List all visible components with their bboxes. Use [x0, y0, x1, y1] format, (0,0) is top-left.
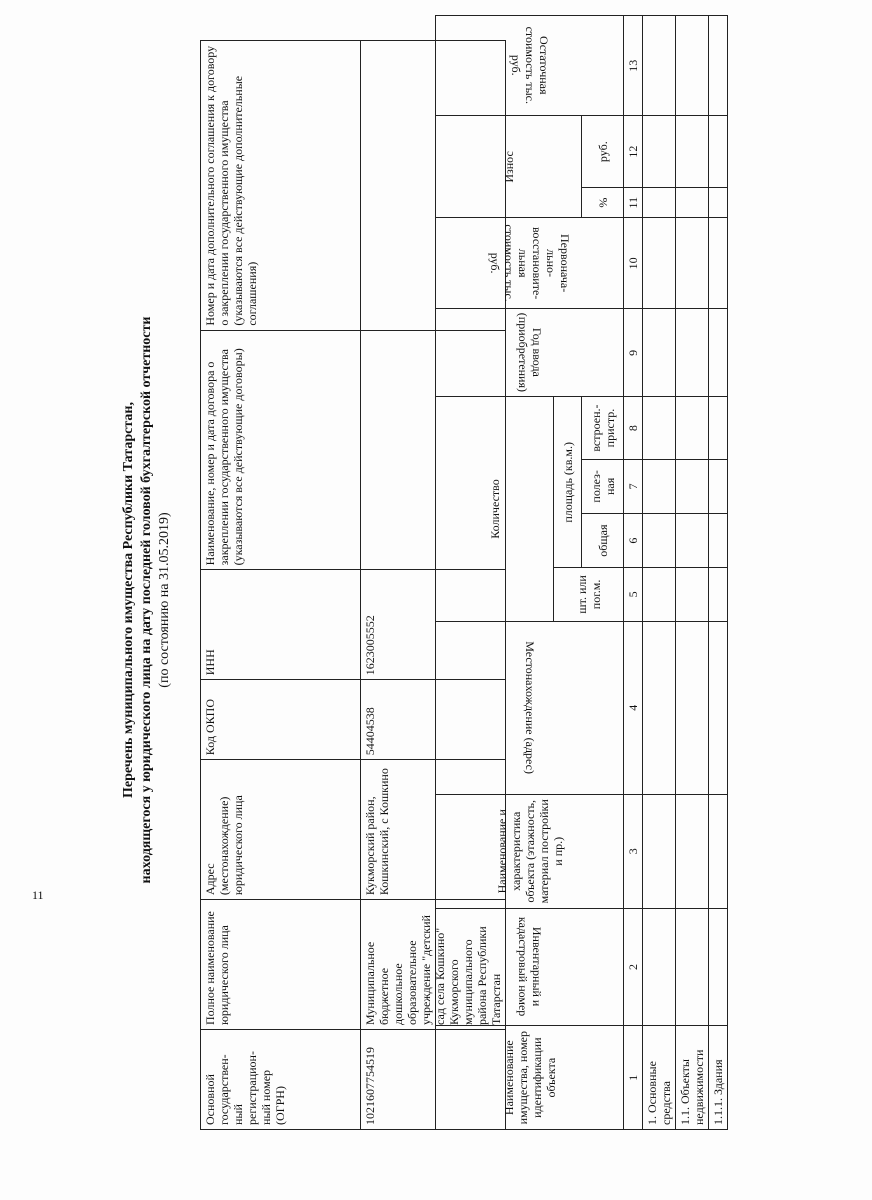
property-table [435, 15, 728, 1130]
cell-address: Кукморский район, Кошкинский, с Кошкино [361, 760, 506, 900]
col-number: 12 [624, 116, 643, 187]
header-wear-percent: % [582, 187, 624, 218]
col-number: 13 [624, 16, 643, 116]
header-object-name: Наименование имущества, номер идентификации объекта [436, 1026, 624, 1130]
header-wear: Износ [436, 116, 582, 218]
col-number: 5 [624, 568, 643, 621]
header-inn: ИНН [201, 570, 361, 680]
col-number: 8 [624, 397, 643, 459]
col-number: 7 [624, 459, 643, 513]
col-number: 6 [624, 513, 643, 567]
header-area-total: общая [582, 513, 624, 567]
col-number: 1 [624, 1026, 643, 1130]
cell-ogrn: 1021607754519 [361, 1030, 506, 1130]
title-line-2: находящегося у юридического лица на дату последней головой бухгалтерской отчетности [139, 316, 154, 884]
col-number: 9 [624, 309, 643, 397]
col-number: 10 [624, 218, 643, 309]
header-area: площадь (кв.м.) [554, 397, 582, 568]
col-number: 11 [624, 187, 643, 218]
title-line-1: Перечень муниципального имущества Республики Татарстан, [121, 402, 136, 798]
header-wear-rub: руб. [582, 116, 624, 187]
col-number: 3 [624, 794, 643, 908]
header-quantity: Количество [436, 397, 554, 621]
header-agreement: Номер и дата дополнительного соглашения к договору о закреплении государственного имущества (указываются все действующие дополнительные соглашения) [201, 41, 361, 331]
header-residual-cost: Остаточная стоимость тыс. руб. [508, 27, 551, 105]
header-inventory: Инвентарный и кадастровый номер [515, 917, 544, 1017]
header-area-builtin: встроен.-пристр. [582, 397, 624, 459]
header-pieces: шт. или пог.м. [554, 568, 624, 621]
header-location: Местонахождение (адрес) [522, 641, 537, 775]
margin-mark: 11 [32, 888, 44, 902]
cell-okpo: 54404538 [361, 680, 506, 760]
header-characteristics: Наименование и характеристика объекта (этажность, материал постройки и пр.) [436, 794, 624, 908]
header-okpo: Код ОКПО [201, 680, 361, 760]
row-fixed-assets: 1. Основные средства [643, 1026, 676, 1130]
header-full-name: Полное наименование юридического лица [201, 900, 361, 1030]
col-number: 2 [624, 908, 643, 1026]
row-real-estate: 1.1. Объекты недвижимости [676, 1026, 709, 1130]
title-line-3: (по состоянию на 31.05.2019) [157, 512, 172, 688]
header-contract: Наименование, номер и дата договора о закреплении государственного имущества (указываются все действующие договоры) [201, 330, 361, 570]
col-number: 4 [624, 621, 643, 794]
header-ogrn: Основной государствен-ный регистрацион-ный номер (ОГРН) [201, 1030, 361, 1130]
row-buildings: 1.1.1. Здания [709, 1026, 728, 1130]
document-title [120, 40, 174, 1160]
header-year: Год ввода (приобретения) [515, 313, 544, 393]
header-address: Адрес (местонахождение) юридического лица [201, 760, 361, 900]
header-initial-cost: Первонача-льно-восстановите-льная стоимость тыс. руб. [487, 224, 572, 303]
cell-inn: 1623005552 [361, 570, 506, 680]
cell-full-name: Муниципальное бюджетное дошкольное образовательное учреждение "детский сад села Кошкино" Кукморского муниципального района Республики Татарстан [361, 900, 506, 1030]
header-area-useful: полез-ная [582, 459, 624, 513]
